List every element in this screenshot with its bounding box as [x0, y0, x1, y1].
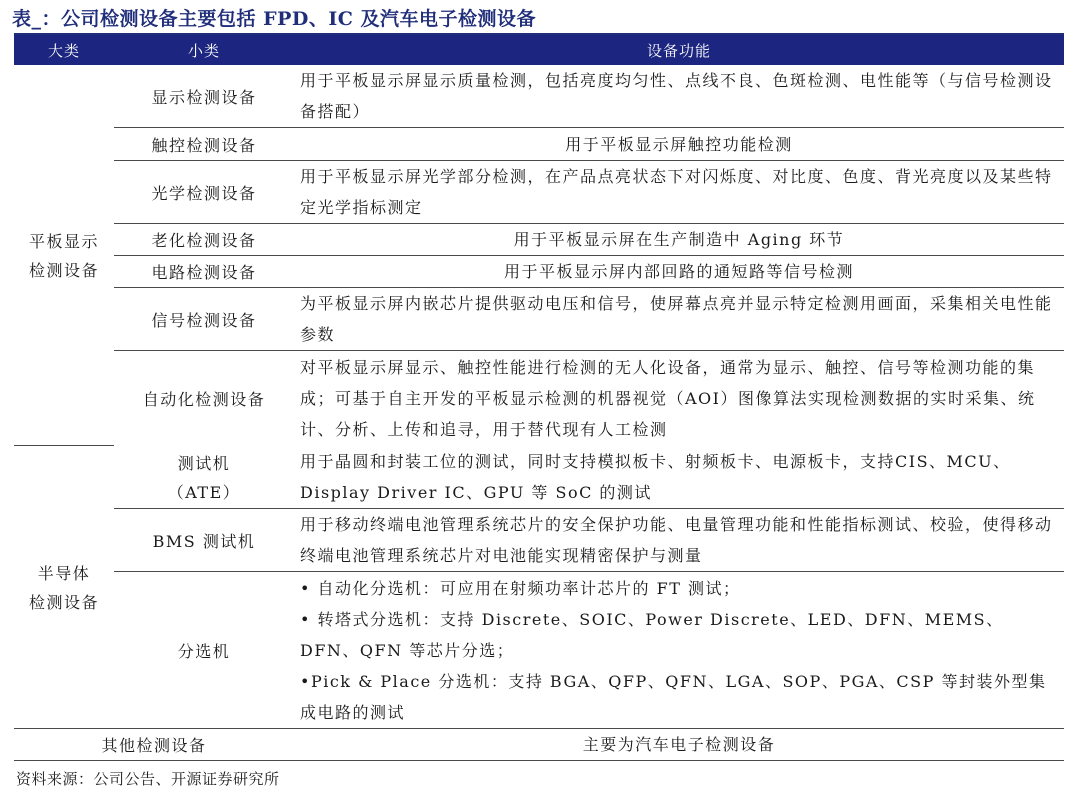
sub-touch: 触控检测设备 — [114, 128, 294, 161]
sub-other: 其他检测设备 — [14, 729, 294, 761]
group-semi-line2: 检测设备 — [28, 593, 99, 612]
table-row — [14, 288, 1064, 351]
group-fpd-line1: 平板显示 — [28, 232, 99, 251]
func-sorter — [294, 572, 1064, 729]
table-title: 表_：公司检测设备主要包括 FPD、IC 及汽车电子检测设备 — [12, 8, 536, 30]
sub-ate — [114, 446, 294, 509]
group-fpd-line2: 检测设备 — [28, 261, 99, 280]
group-semi-line1: 半导体 — [37, 564, 91, 583]
func-touch: 用于平板显示屏触控功能检测 — [294, 128, 1064, 161]
func-optical: 用于平板显示屏光学部分检测，在产品点亮状态下对闪烁度、对比度、色度、背光亮度以及某些特定光学指标测定 — [294, 161, 1064, 224]
header-category: 大类 — [14, 35, 114, 65]
sorter-bullet-1: • 自动化分选机：可应用在射频功率计芯片的 FT 测试； — [300, 578, 741, 598]
sub-bms: BMS 测试机 — [114, 509, 294, 572]
group-semi — [14, 446, 114, 729]
sub-auto: 自动化检测设备 — [114, 351, 294, 446]
header-row — [14, 35, 1064, 65]
func-circuit: 用于平板显示屏内部回路的通短路等信号检测 — [294, 256, 1064, 288]
table-row — [14, 224, 1064, 256]
sub-aging: 老化检测设备 — [114, 224, 294, 256]
header-subcategory: 小类 — [114, 35, 294, 65]
sub-display: 显示检测设备 — [151, 87, 257, 107]
table-row — [14, 256, 1064, 288]
sorter-bullet-3: •Pick & Place 分选机：支持 BGA、QFP、QFN、LGA、SOP、PGA、CSP 等封装外型集成电路的测试 — [300, 671, 1047, 722]
table-row — [14, 509, 1064, 572]
table-row — [14, 65, 1064, 128]
sub-ate-line2: （ATE） — [167, 482, 241, 502]
table-row — [14, 446, 1064, 509]
table-row — [14, 161, 1064, 224]
header-function: 设备功能 — [294, 35, 1064, 65]
table-row — [14, 351, 1064, 446]
func-auto: 对平板显示屏显示、触控性能进行检测的无人化设备，通常为显示、触控、信号等检测功能的集成；可基于自主开发的平板显示检测的机器视觉（AOI）图像算法实现检测数据的实时采集、统计、分析、上传和追寻，用于替代现有人工检测 — [294, 351, 1064, 446]
sub-circuit: 电路检测设备 — [114, 256, 294, 288]
table-row — [14, 128, 1064, 161]
source-note: 资料来源：公司公告、开源证券研究所 — [16, 770, 280, 788]
group-fpd — [14, 65, 114, 446]
equipment-table — [14, 35, 1064, 761]
func-bms: 用于移动终端电池管理系统芯片的安全保护功能、电量管理功能和性能指标测试、校验，使得移动终端电池管理系统芯片对电池能实现精密保护与测量 — [294, 509, 1064, 572]
func-signal: 为平板显示屏内嵌芯片提供驱动电压和信号，使屏幕点亮并显示特定检测用画面，采集相关电性能参数 — [294, 288, 1064, 351]
func-display: 用于平板显示屏显示质量检测，包括亮度均匀性、点线不良、色斑检测、电性能等（与信号检测设备搭配） — [300, 71, 1053, 121]
sub-ate-line1: 测试机 — [177, 453, 231, 473]
sub-optical: 光学检测设备 — [114, 161, 294, 224]
func-aging: 用于平板显示屏在生产制造中 Aging 环节 — [294, 224, 1064, 256]
sorter-bullet-2: • 转塔式分选机：支持 Discrete、SOIC、Power Discrete、LED、DFN、MEMS、DFN、QFN 等芯片分选； — [300, 609, 1004, 660]
table-row — [14, 572, 1064, 729]
func-ate: 用于晶圆和封装工位的测试，同时支持模拟板卡、射频板卡、电源板卡，支持CIS、MCU、Display Driver IC、GPU 等 SoC 的测试 — [300, 451, 1011, 502]
sub-sorter: 分选机 — [114, 572, 294, 729]
func-other: 主要为汽车电子检测设备 — [294, 729, 1064, 761]
table-row — [14, 729, 1064, 761]
sub-signal: 信号检测设备 — [114, 288, 294, 351]
